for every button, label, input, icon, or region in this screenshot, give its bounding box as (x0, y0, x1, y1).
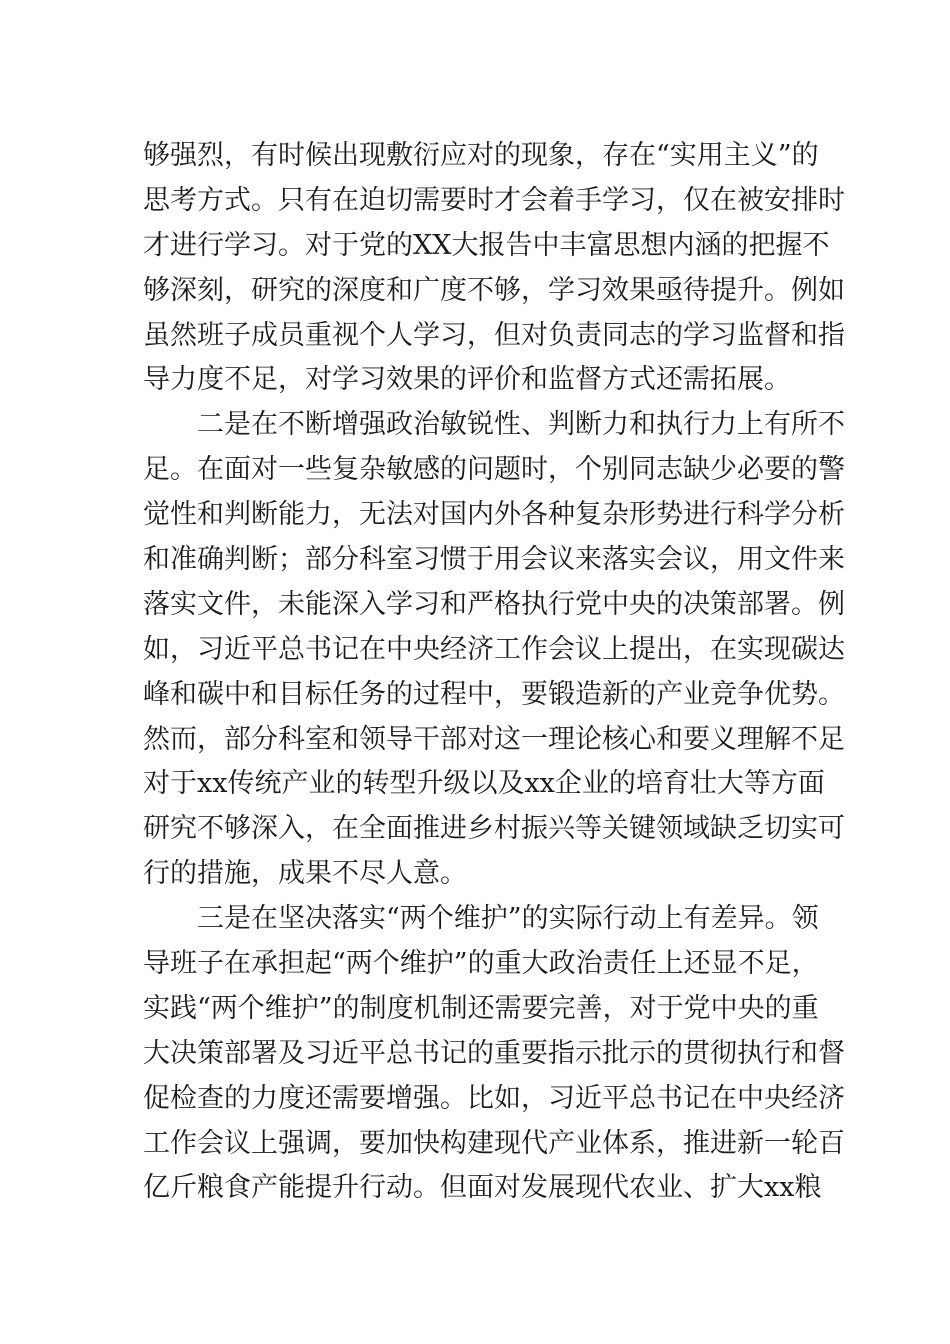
text-line: 落实文件，未能深入学习和严格执行党中央的决策部署。例 (143, 588, 845, 620)
text-line: 峰和碳中和目标任务的过程中，要锻造新的产业竞争优势。 (143, 678, 845, 710)
text-line: 研究不够深入，在全面推进乡村振兴等关键领域缺乏切实可 (143, 813, 845, 845)
text-line: 觉性和判断能力，无法对国内外各种复杂形势进行科学分析 (143, 499, 845, 531)
text-line: 亿斤粮食产能提升行动。但面对发展现代农业、扩大xx粮 (143, 1172, 822, 1204)
text-line: 三是在坚决落实“两个维护”的实际行动上有差异。领 (197, 903, 819, 935)
text-line: 如，习近平总书记在中央经济工作会议上提出，在实现碳达 (143, 633, 845, 665)
text-line: 实践“两个维护”的制度机制还需要完善，对于党中央的重 (143, 992, 819, 1024)
text-line: 对于xx传统产业的转型升级以及xx企业的培育壮大等方面 (143, 768, 825, 800)
text-line: 够深刻，研究的深度和广度不够，学习效果亟待提升。例如 (143, 274, 845, 306)
text-line: 和准确判断；部分科室习惯于用会议来落实会议，用文件来 (143, 544, 845, 576)
text-line: 足。在面对一些复杂敏感的问题时，个别同志缺少必要的警 (143, 454, 845, 486)
text-line: 思考方式。只有在迫切需要时才会着手学习，仅在被安排时 (143, 184, 845, 216)
text-line: 二是在不断增强政治敏锐性、判断力和执行力上有所不 (197, 409, 845, 441)
text-line: 够强烈，有时候出现敷衍应对的现象，存在“实用主义”的 (143, 140, 819, 171)
text-line: 促检查的力度还需要增强。比如，习近平总书记在中央经济 (143, 1082, 845, 1114)
text-line: 才进行学习。对于党的XX大报告中丰富思想内涵的把握不 (143, 229, 830, 261)
text-line: 大决策部署及习近平总书记的重要指示批示的贯彻执行和督 (143, 1037, 845, 1069)
text-line: 然而，部分科室和领导干部对这一理论核心和要义理解不足 (143, 723, 845, 755)
text-line: 工作会议上强调，要加快构建现代产业体系，推进新一轮百 (143, 1127, 845, 1159)
text-line: 行的措施，成果不尽人意。 (143, 858, 467, 890)
text-line: 虽然班子成员重视个人学习，但对负责同志的学习监督和指 (143, 319, 845, 351)
text-line: 导班子在承担起“两个维护”的重大政治责任上还显不足， (143, 948, 819, 980)
text-line: 导力度不足，对学习效果的评价和监督方式还需拓展。 (143, 364, 791, 396)
body-text (143, 134, 845, 1211)
